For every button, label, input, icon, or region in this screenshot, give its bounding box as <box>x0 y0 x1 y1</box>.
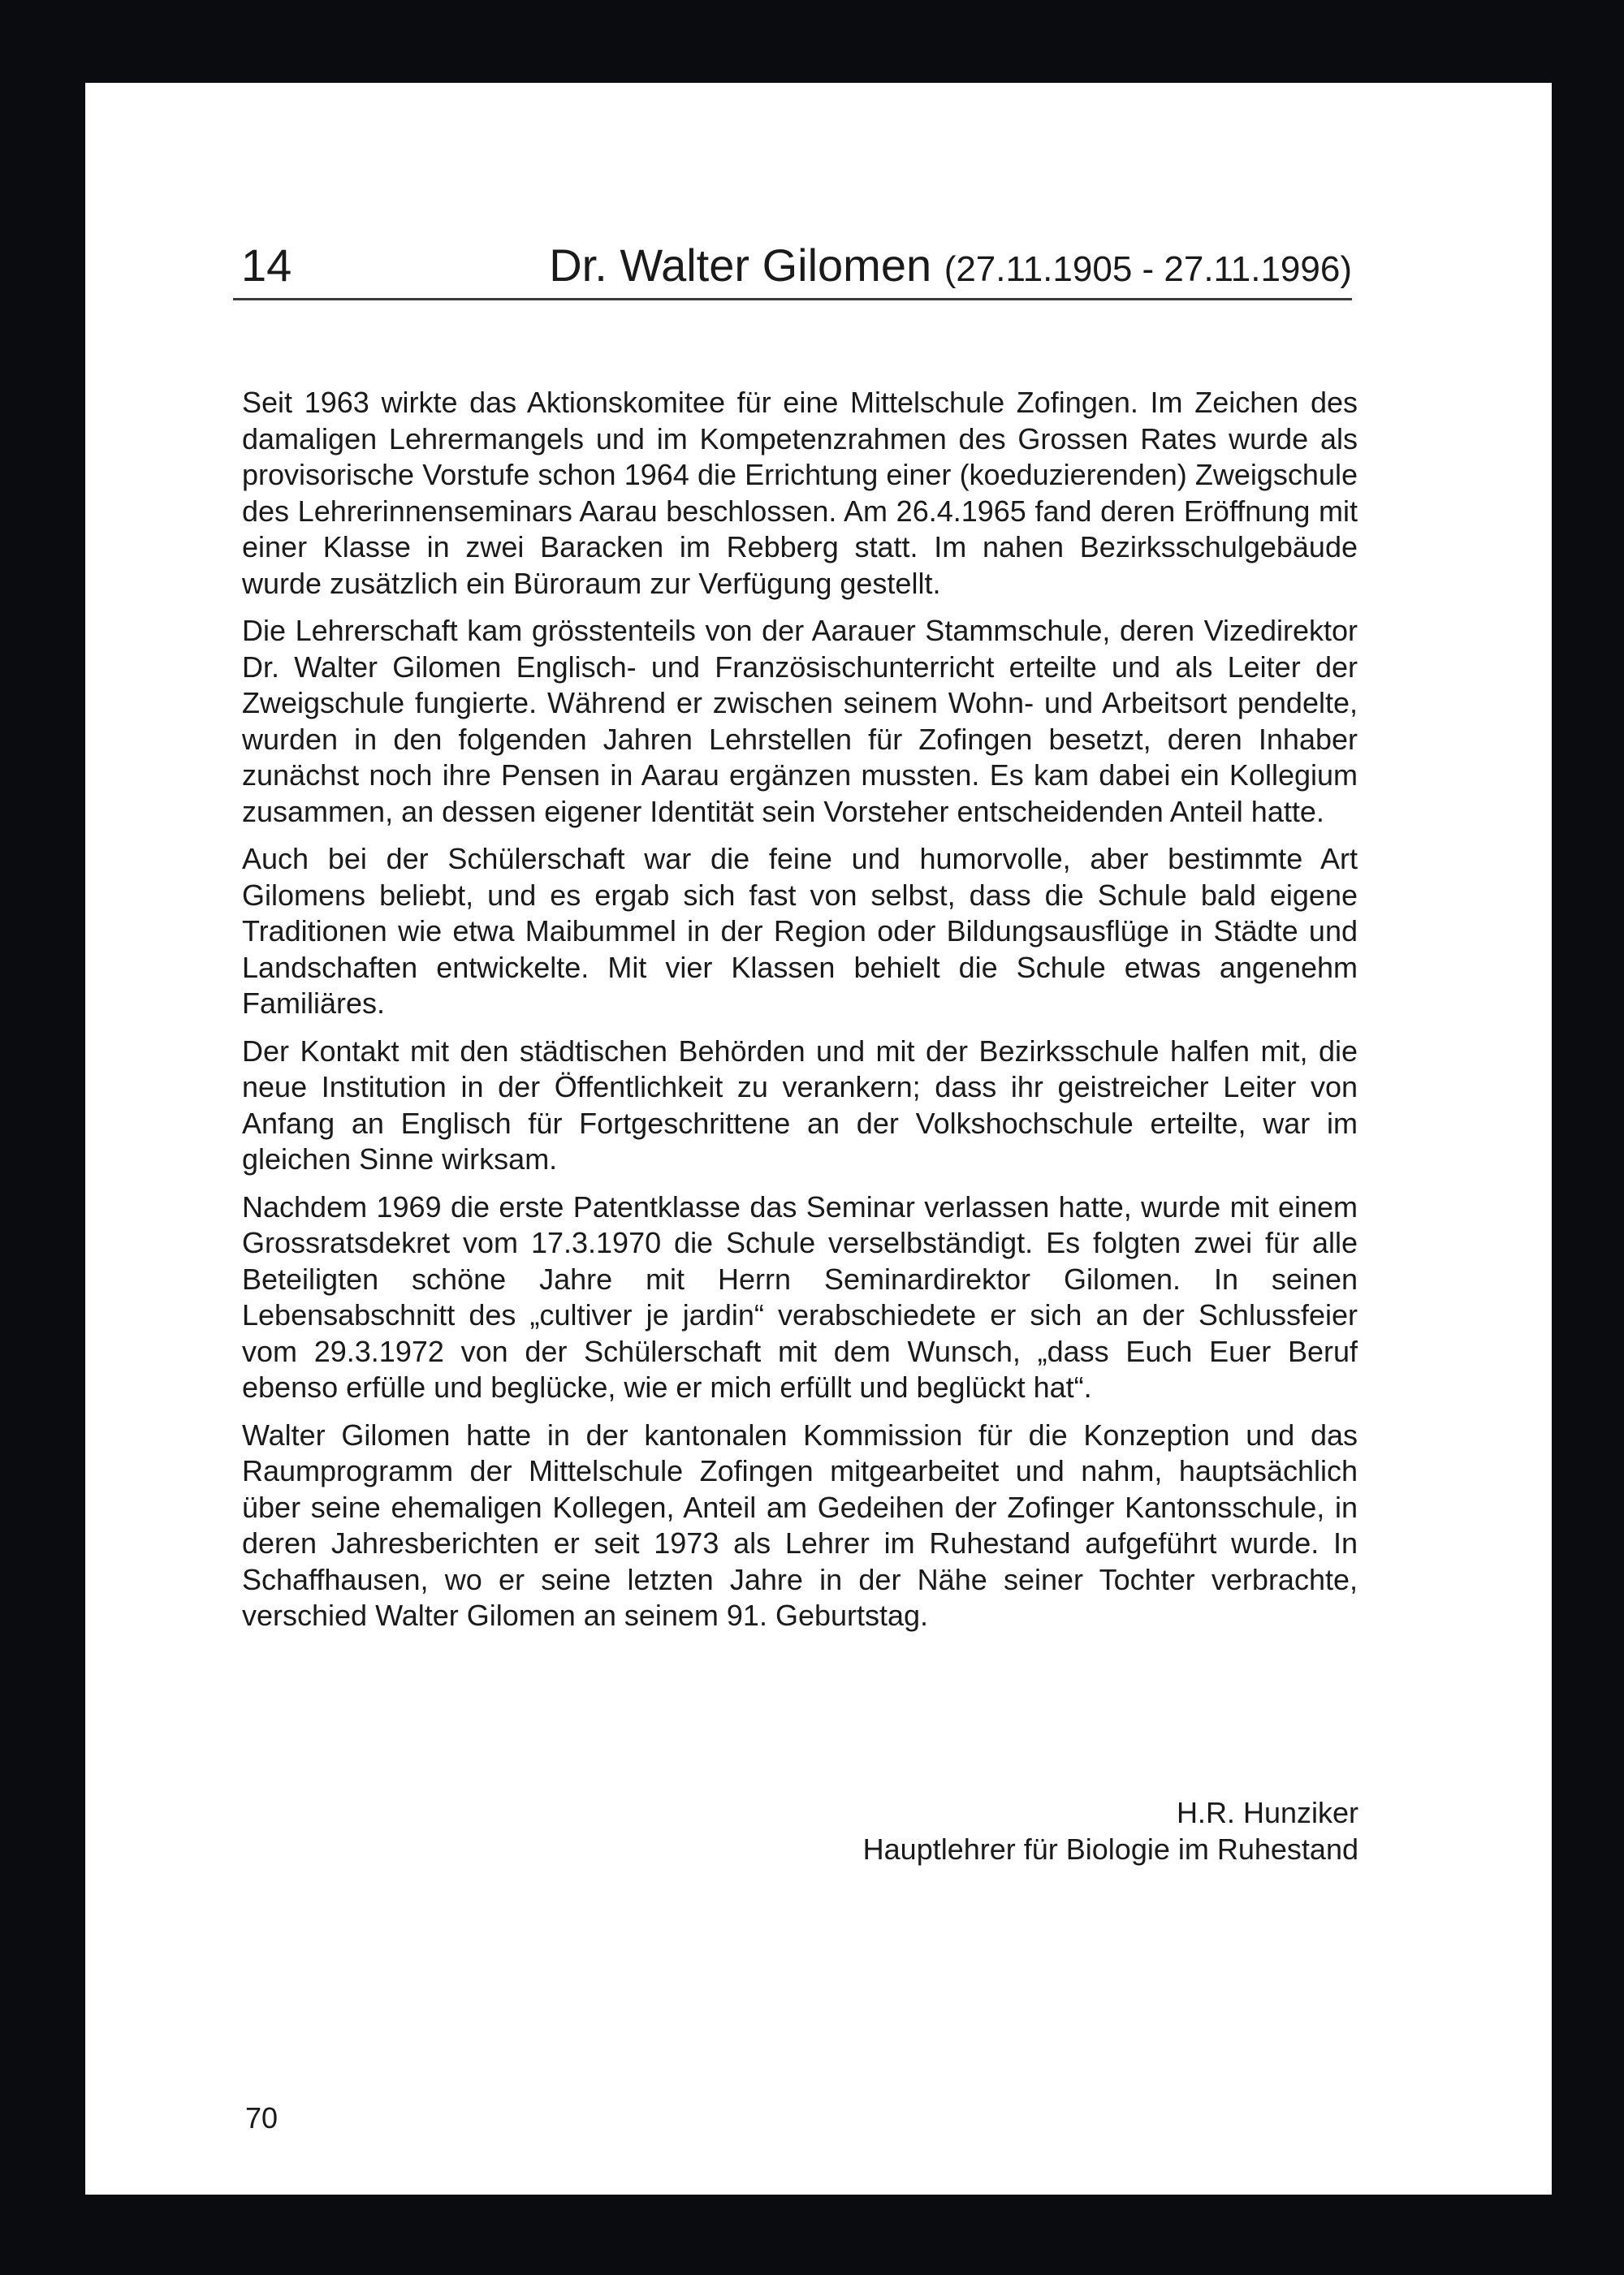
header-rule <box>233 298 1352 300</box>
chapter-number: 14 <box>241 240 292 291</box>
chapter-header <box>233 237 1352 294</box>
article-body <box>242 385 1358 1646</box>
life-dates: (27.11.1905 - 27.11.1996) <box>944 249 1352 289</box>
paragraph: Walter Gilomen hatte in der kantonalen Kommission für die Konzeption und das Raumprogramm der Mittelschule Zofingen mitgearbeitet und nahm, hauptsächlich über seine ehemaligen Kollegen, Anteil am Gedeihen der Zofinger Kantonsschule, in deren Jahresberichten er seit 1973 als Lehrer im Ruhestand aufgeführt wurde. In Schaffhausen, wo er seine letzten Jahre in der Nähe seiner Tochter verbrachte, verschied Walter Gilomen an seinem 91. Geburtstag. <box>242 1418 1358 1632</box>
chapter-title <box>549 237 1352 298</box>
paragraph: Die Lehrerschaft kam grösstenteils von der Aarauer Stammschule, deren Vizedirektor Dr. Walter Gilomen Englisch- und Französischunterricht erteilte und als Leiter der Zweigschule fungierte. Während er zwischen seinem Wohn- und Arbeitsort pendelte, wurden in den folgenden Jahren Lehrstellen für Zofingen besetzt, deren Inhaber zunächst noch ihre Pensen in Aarau ergänzen mussten. Es kam dabei ein Kollegium zusammen, an dessen eigener Identität sein Vorsteher entscheidenden Anteil hatte. <box>242 614 1358 828</box>
author-name: H.R. Hunziker <box>1176 1796 1358 1829</box>
paragraph: Nachdem 1969 die erste Patentklasse das Seminar verlassen hatte, wurde mit einem Grossratsdekret vom 17.3.1970 die Schule verselbständigt. Es folgten zwei für alle Beteiligten schöne Jahre mit Herrn Seminardirektor Gilomen. In seinen Lebensabschnitt des „cultiver je jardin“ verabschiedete er sich an der Schlussfeier vom 29.3.1972 von der Schülerschaft mit dem Wunsch, „dass Euch Euer Beruf ebenso erfülle und beglücke, wie er mich erfüllt und beglückt hat“. <box>242 1189 1358 1404</box>
author-role: Hauptlehrer für Biologie im Ruhestand <box>862 1833 1358 1866</box>
paragraph: Der Kontakt mit den städtischen Behörden und mit der Bezirksschule halfen mit, die neue Institution in der Öffentlichkeit zu verankern; dass ihr geistreicher Leiter von Anfang an Englisch für Fortgeschrittene an der Volkshochschule erteilte, war im gleichen Sinne wirksam. <box>242 1034 1358 1176</box>
paragraph: Seit 1963 wirkte das Aktionskomitee für eine Mittelschule Zofingen. Im Zeichen des damaligen Lehrermangels und im Kompetenzrahmen des Grossen Rates wurde als provisorische Vorstufe schon 1964 die Errichtung einer (koeduzierenden) Zweigschule des Lehrerinnenseminars Aarau beschlossen. Am 26.4.1965 fand deren Eröffnung mit einer Klasse in zwei Baracken im Rebberg statt. Im nahen Bezirksschulgebäude wurde zusätzlich ein Büroraum zur Verfügung gestellt. <box>242 386 1358 600</box>
page-number: 70 <box>245 2101 279 2135</box>
paragraph: Auch bei der Schülerschaft war die feine und humorvolle, aber bestimmte Art Gilomens beliebt, und es ergab sich fast von selbst, dass die Schule bald eigene Traditionen wie etwa Maibummel in der Region oder Bildungsausflüge in Städte und Landschaften entwickelte. Mit vier Klassen behielt die Schule etwas angenehm Familiäres. <box>242 842 1358 1020</box>
signature-block <box>863 1794 1358 1867</box>
person-name: Dr. Walter Gilomen <box>549 240 932 291</box>
